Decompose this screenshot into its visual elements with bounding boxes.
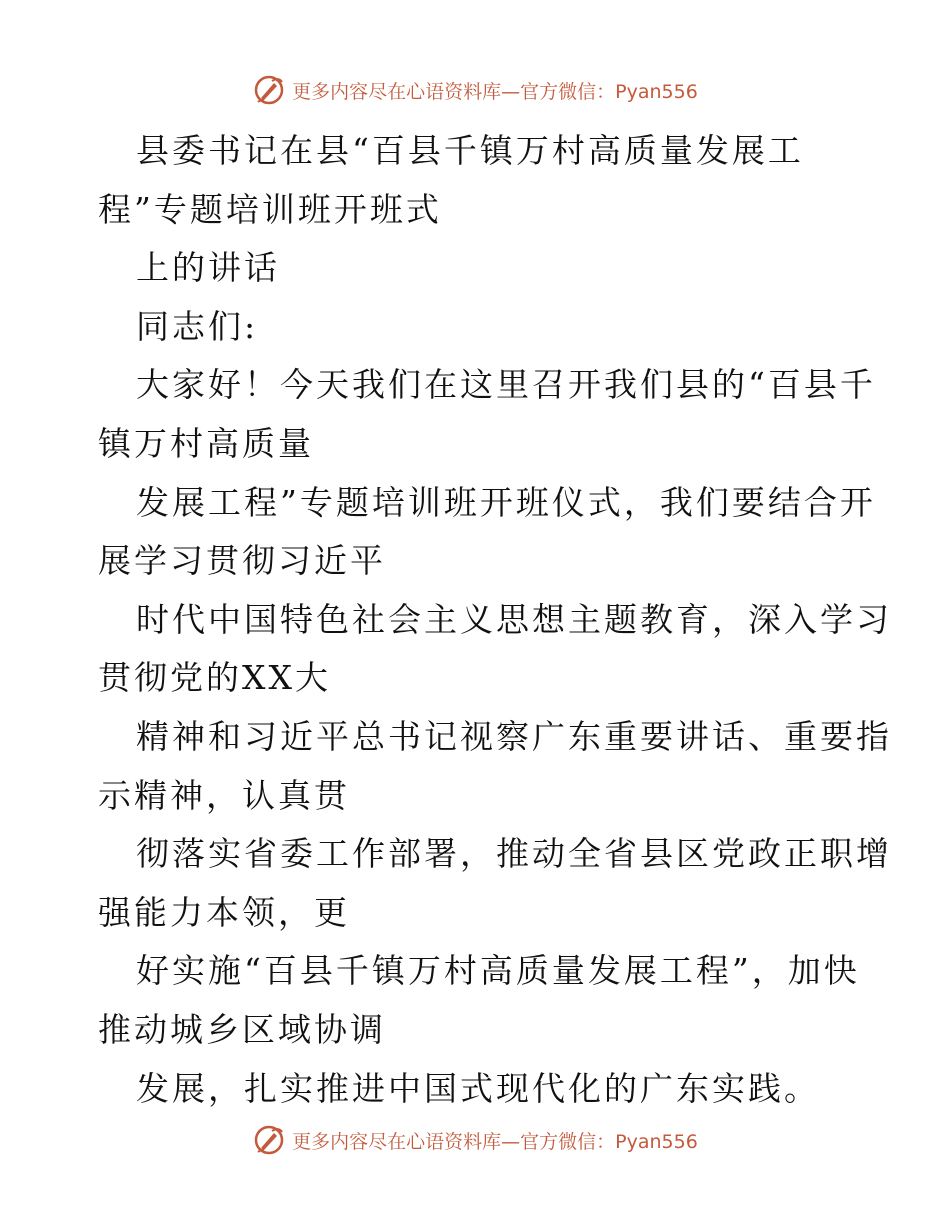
text-line: 展学习贯彻习近平 [98,541,386,581]
text-line: 精神和习近平总书记视察广东重要讲话、重要指 [136,716,892,756]
text-line: 县委书记在县“百县千镇万村高质量发展工 [136,131,804,170]
watermark-banner-bottom [0,1120,950,1160]
watermark-banner-top [0,70,950,110]
pen-logo-icon [252,1123,286,1157]
text-line: 同志们: [136,306,259,346]
text-line: 示精神，认真贯 [98,775,350,815]
watermark-text: 更多内容尽在心语资料库—官方微信：Pyan556 [292,1130,698,1153]
pen-logo-icon [252,73,286,107]
text-line: 时代中国特色社会主义思想主题教育，深入学习 [136,599,892,639]
text-line: 发展工程”专题培训班开班仪式，我们要结合开 [136,482,876,522]
text-line: 好实施“百县千镇万村高质量发展工程”，加快 [136,951,860,991]
text-line: 程”专题培训班开班式 [98,189,442,229]
text-line: 大家好！今天我们在这里召开我们县的“百县千 [136,365,876,405]
text-line: 发展，扎实推进中国式现代化的广东实践。 [136,1068,820,1108]
text-line: 镇万村高质量 [98,423,314,463]
text-line: 上的讲话 [136,248,280,288]
watermark-text: 更多内容尽在心语资料库—官方微信：Pyan556 [292,80,698,103]
document-body [98,122,892,1118]
text-line: 强能力本领，更 [98,892,350,932]
text-line: 彻落实省委工作部署，推动全省县区党政正职增 [136,834,892,874]
text-line: 贯彻党的XX大 [98,658,331,698]
text-line: 推动城乡区域协调 [98,1009,386,1049]
